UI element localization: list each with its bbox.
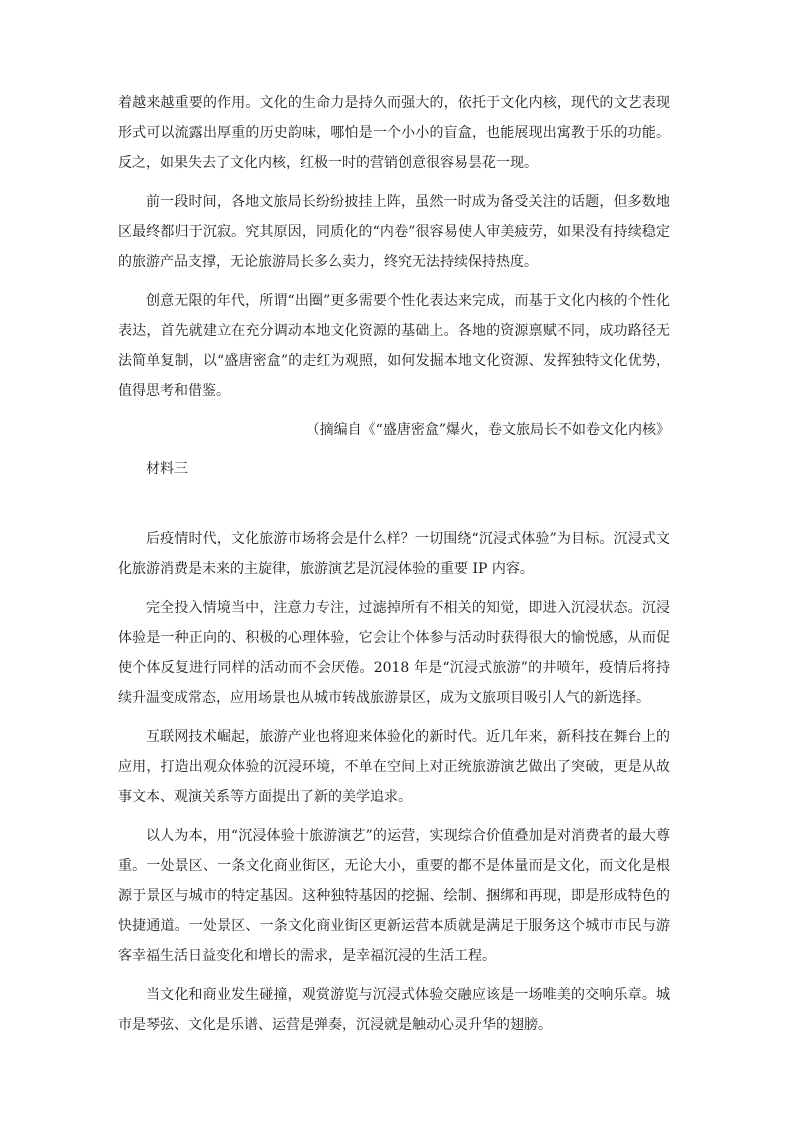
paragraph-post-pandemic: 后疫情时代，文化旅游市场将会是什么样？一切围绕“沉浸式体验”为目标。沉浸式文化旅游消费是未来的主旋律，旅游演艺是沉浸体验的重要 IP 内容。 xyxy=(118,531,670,577)
section-heading-material-three: 材料三 xyxy=(146,461,188,477)
document-page xyxy=(118,88,670,1040)
paragraph-internet-technology: 互联网技术崛起，旅游产业也将迎来体验化的新时代。近几年来，新科技在舞台上的应用，打造出观众体验的沉浸环境，不单在空间上对正统旅游演艺做出了突破，更是从故事文本、观演关系等方面提出了新的美学追求。 xyxy=(118,729,670,805)
paragraph-tourism-directors: 前一段时间，各地文旅局长纷纷披挂上阵，虽然一时成为备受关注的话题，但多数地区最终都归于沉寂。究其原因，同质化的“内卷”很容易使人审美疲劳，如果没有持续稳定的旅游产品支撑，无论旅游局长多么卖力，终究无法持续保持热度。 xyxy=(118,194,670,270)
paragraph-cultural-core: 着越来越重要的作用。文化的生命力是持久而强大的，依托于文化内核，现代的文艺表现形式可以流露出厚重的历史韵味，哪怕是一个小小的盲盒，也能展现出寓教于乐的功能。反之，如果失去了文化内核，红极一时的营销创意很容易昙花一现。 xyxy=(118,95,670,171)
paragraph-immersion-state: 完全投入情境当中，注意力专注，过滤掉所有不相关的知觉，即进入沉浸状态。沉浸体验是一种正向的、积极的心理体验，它会让个体参与活动时获得很大的愉悦感，从而促使个体反复进行同样的活动而不会厌倦。2018 年是“沉浸式旅游”的井喷年，疫情后将持续升温变成常态，应用场景也从城市转战旅游景区，成为文旅项目吸引人气的新选择。 xyxy=(118,600,670,706)
paragraph-culture-commerce: 当文化和商业发生碰撞，观赏游览与沉浸式体验交融应该是一场唯美的交响乐章。城市是琴弦、文化是乐谱、运营是弹奏，沉浸就是触动心灵升华的翅膀。 xyxy=(118,987,670,1033)
source-citation: （摘编自《“盛唐密盒”爆火，卷文旅局长不如卷文化内核》 xyxy=(305,422,670,438)
paragraph-people-oriented: 以人为本，用“沉浸体验十旅游演艺”的运营，实现综合价值叠加是对消费者的最大尊重。一处景区、一条文化商业街区，无论大小，重要的都不是体量而是文化，而文化是根源于景区与城市的特定基因。这种独特基因的挖掘、绘制、捆绑和再现，即是形成特色的快捷通道。一处景区、一条文化商业街区更新运营本质就是满足于服务这个城市市民与游客幸福生活日益变化和增长的需求，是幸福沉浸的生活工程。 xyxy=(118,828,670,964)
paragraph-creative-era: 创意无限的年代，所谓“出圈”更多需要个性化表达来完成，而基于文化内核的个性化表达，首先就建立在充分调动本地文化资源的基础上。各地的资源禀赋不同，成功路径无法简单复制，以“盛唐密盒”的走红为观照，如何发掘本地文化资源、发挥独特文化优势，值得思考和借鉴。 xyxy=(118,293,670,399)
